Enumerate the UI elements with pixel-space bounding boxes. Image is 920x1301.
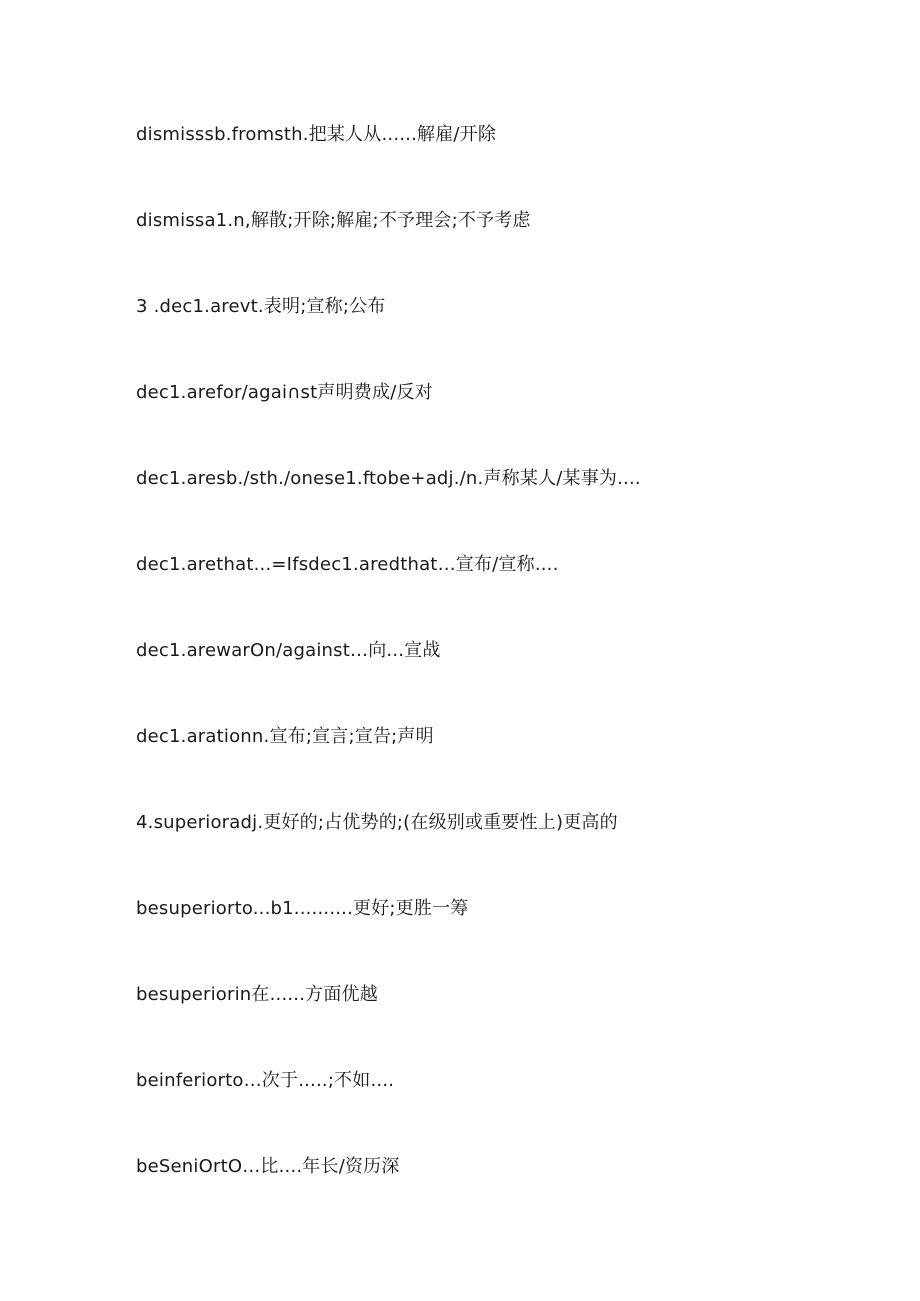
vocab-line-declare-sb: dec1.aresb./sth./onese1.ftobe+adj./n.声称某人/某事为....: [136, 468, 641, 489]
vocab-line-senior-to: beSeniOrtO…比....年长/资历深: [136, 1156, 400, 1177]
vocab-line-declaration: dec1.arationn.宣布;宣言;宣告;声明: [136, 726, 434, 747]
vocab-line-dismiss-from: dismisssb.fromsth.把某人从......解雇/开除: [136, 124, 497, 145]
vocab-line-superior-in: besuperiorin在......方面优越: [136, 984, 378, 1005]
vocab-line-superior-to: besuperiorto...b1..........更好;更胜一筹: [136, 898, 469, 919]
vocab-line-declare-that: dec1.arethat...=Ifsdec1.aredthat…宣布/宣称....: [136, 554, 559, 575]
vocab-line-declare-war: dec1.arewarOn/against…向...宣战: [136, 640, 441, 661]
vocab-line-superior: 4.superioradj.更好的;占优势的;(在级别或重要性上)更高的: [136, 812, 618, 833]
vocab-line-inferior-to: beinferiorto…次于.....;不如....: [136, 1070, 395, 1091]
vocab-line-dismissal: dismissa1.n,解散;开除;解雇;不予理会;不予考虑: [136, 210, 531, 231]
vocab-line-declare: 3 .dec1.arevt.表明;宣称;公布: [136, 296, 386, 317]
vocab-line-declare-for: dec1.arefor∕agai∩st声明费成/反对: [136, 382, 433, 403]
